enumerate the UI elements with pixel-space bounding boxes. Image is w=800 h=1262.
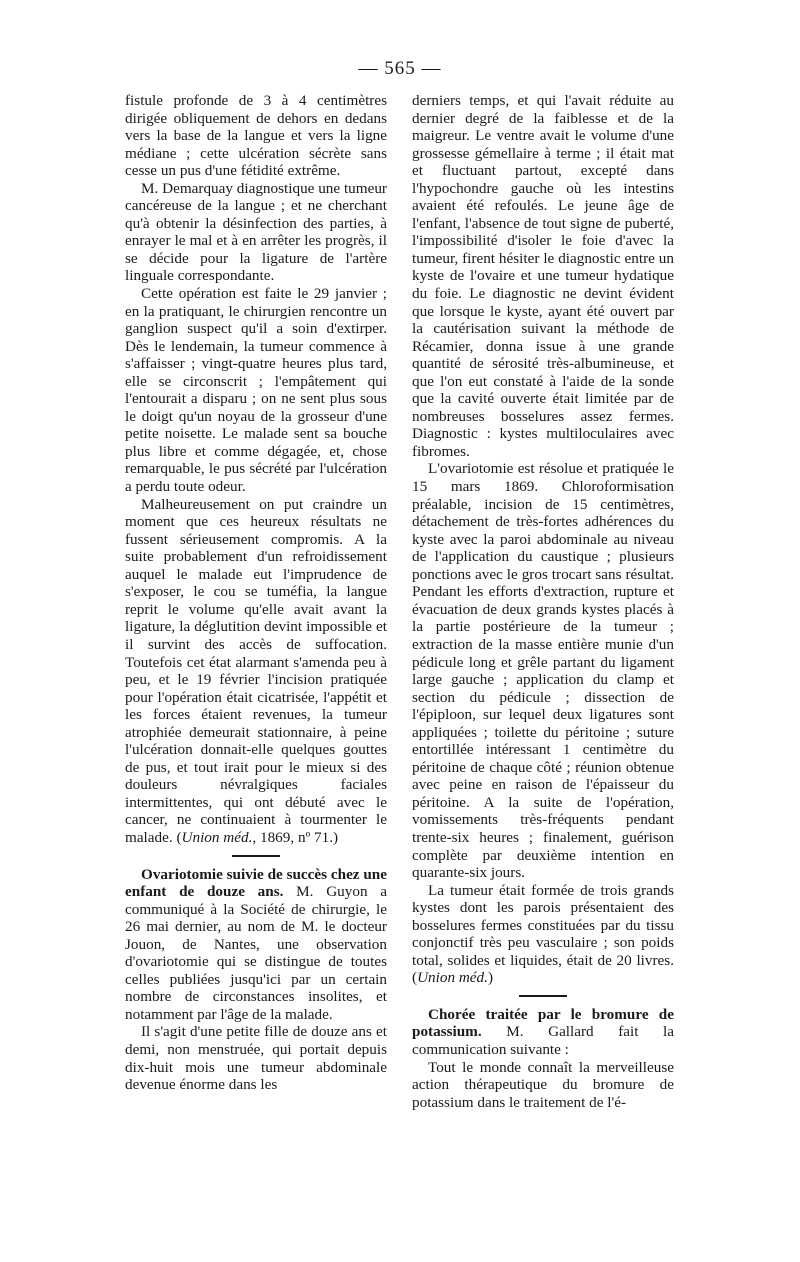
paragraph: Tout le monde connaît la merveilleuse action thérapeutique du bromure de potassium dans le traitement de l'é-	[412, 1058, 674, 1111]
section-separator	[232, 855, 280, 857]
paragraph: M. Demarquay diagnostique une tumeur cancéreuse de la langue ; et ne cherchant qu'à obtenir la désinfection des parties, à enrayer le mal et à en arrêter les progrès, il se décide pour la ligature de l'artère linguale correspondante.	[125, 179, 387, 285]
article-title: Ovariotomie suivie de succès chez une enfant de douze ans.	[125, 865, 387, 901]
section-separator	[519, 995, 567, 997]
paragraph: Il s'agit d'une petite fille de douze ans et demi, non menstruée, qui portait depuis dix-huit mois une tumeur abdominale devenue énorme dans les	[125, 1023, 387, 1094]
source-citation: Union méd.	[417, 969, 488, 987]
right-column	[412, 92, 674, 1111]
article-intro: M. Gallard fait la communication suivante :	[412, 1023, 674, 1058]
paragraph: L'ovariotomie est résolue et pratiquée le 15 mars 1869. Chloroformisation préalable, incision de 15 centimètres, détachement de très-fortes adhérences du kyste avec la paroi abdominale au niveau de l'application du caustique ; plusieurs ponctions avec le gros trocart sans résultat. Pendant les efforts d'extraction, rupture et évacuation de deux grands kystes placés à la partie postérieure de la tumeur ; extraction de la masse entière munie d'un pédicule long et grêle partant du ligament large gauche ; application du clamp et section du pédicule ; dissection de l'épiploon, sur lequel deux ligatures sont appliquées ; toilette du péritoine ; suture entortillée intéressant 1 centimètre du péritoine de chaque côté ; réunion obtenue avec peine en raison de l'épaisseur du péritoine. A la suite de l'opération, vomissements très-fréquents pendant trente-six heures ; finalement, guérison complète par deuxième intention en quarante-six jours.	[412, 460, 674, 882]
article-title: Chorée traitée par le bromure de potassium.	[412, 1005, 674, 1041]
paragraph: derniers temps, et qui l'avait réduite au dernier degré de la faiblesse et de la maigreur. Le ventre avait le volume d'une grossesse gémellaire à terme ; il était mat et fluctuant partout, excepté dans l'hypochondre gauche où les intestins avaient été refoulés. Le jeune âge de l'enfant, l'absence de tout signe de puberté, l'impossibilité d'isoler le foie d'avec la tumeur, firent hésiter le diagnostic entre un kyste de l'ovaire et une tumeur hydatique du foie. Le diagnostic ne devint évident que lorsque le kyste, ayant été ouvert par la cautérisation suivant la méthode de Récamier, donna issue à une grande quantité de sérosité très-albumineuse, et que l'on eut constaté à l'aide de la sonde que la cavité ouverte était limitée par de nombreuses bosselures assez fermes. Diagnostic : kystes multiloculaires avec fibromes.	[412, 92, 674, 460]
citation-details: , 1869, nº 71.)	[252, 828, 339, 846]
paragraph: Cette opération est faite le 29 janvier ; en la pratiquant, le chirurgien rencontre un ganglion suspect qu'il a soin d'extirper. Dès le lendemain, la tumeur commence à s'affaisser ; vingt-quatre heures plus tard, elle se circonscrit ; l'empâtement qui l'entourait a disparu ; on ne sent plus sous le doigt qu'un noyau de la grosseur d'une petite noisette. Le malade sent sa bouche plus libre et comme dégagée, et, chose remarquable, le pus sécrété par l'ulcération a perdu toute odeur.	[125, 285, 387, 496]
source-citation: Union méd.	[181, 828, 253, 846]
paragraph	[412, 882, 674, 987]
left-column	[125, 92, 387, 1094]
article-paragraph	[412, 1006, 674, 1059]
page-number: — 565 —	[358, 58, 442, 79]
citation-details: )	[487, 969, 493, 987]
paragraph: fistule profonde de 3 à 4 centimètres dirigée obliquement de dehors en dedans vers la base de la langue et vers la ligne médiane ; cette ulcération sécrète sans cesse un pus d'une fétidité extrême.	[125, 92, 387, 180]
paragraph-text: La tumeur était formée de trois grands kystes dont les parois présentaient des bosselures fermes constituées par du tissu conjonctif très peu vasculaire ; son poids total, solides et liquides, était de 20 livres. (	[412, 881, 674, 987]
article-intro: M. Guyon a communiqué à la Société de chirurgie, le 26 mai dernier, au nom de M. le docteur Jouon, de Nantes, une observation d'ovariotomie qui se distingue de toutes celles publiées jusqu'ici par un certain nombre de circonstances insolites, et notamment par l'âge de la malade.	[125, 883, 388, 1023]
article-paragraph	[125, 866, 387, 1024]
paragraph-text: Malheureusement on put craindre un moment que ces heureux résultats ne fussent sérieusement compromis. A la suite probablement d'un refroidissement auquel le malade eut l'imprudence de s'exposer, le cou se tuméfia, la langue reprit le volume qu'elle avait avant la ligature, la déglutition devint impossible et il survint des accès de suffocation. Toutefois cet état alarmant s'amenda peu à peu, et le 19 février l'incision pratiquée pour l'opération était cicatrisée, l'appétit et les forces étaient revenues, la tumeur atrophiée demeurait stationnaire, à peine l'ulcération donnait-elle quelques gouttes de pus, et tout irait pour le mieux si des douleurs névralgiques faciales intermittentes, qui ont débuté avec le cancer, ne continuaient à tourmenter le malade. (	[125, 495, 387, 846]
paragraph	[125, 496, 387, 847]
